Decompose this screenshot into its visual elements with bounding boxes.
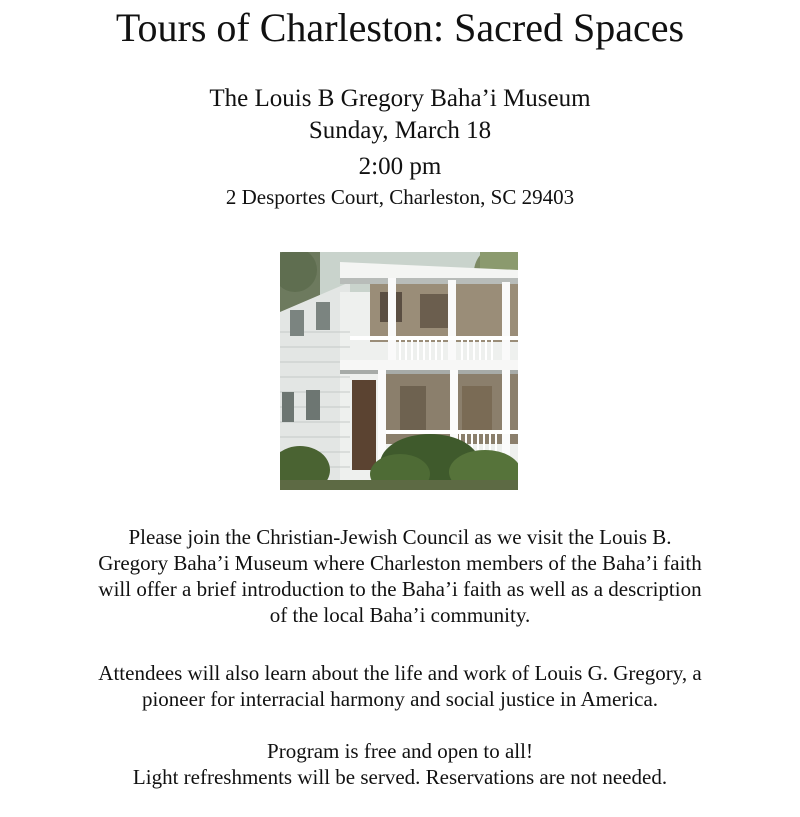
paragraph-line: Gregory Baha’i Museum where Charleston members of the Baha’i faith: [98, 551, 702, 575]
paragraph-line: Attendees will also learn about the life and work of Louis G. Gregory, a: [98, 661, 702, 685]
paragraph-line: Program is free and open to all!: [267, 739, 533, 763]
event-address: 2 Desportes Court, Charleston, SC 29403: [225, 185, 575, 209]
paragraph-line: Light refreshments will be served. Reservations are not needed.: [132, 765, 668, 789]
gregory-paragraph: [20, 660, 780, 712]
paragraph-line: Please join the Christian-Jewish Council as we visit the Louis B.: [128, 525, 672, 549]
event-date: Sunday, March 18: [308, 117, 492, 144]
paragraph-line: pioneer for interracial harmony and social justice in America.: [141, 687, 659, 711]
intro-paragraph: [20, 524, 780, 628]
paragraph-line: of the local Baha’i community.: [269, 603, 531, 627]
event-time: 2:00 pm: [358, 153, 442, 180]
paragraph-line: will offer a brief introduction to the Baha’i faith as well as a description: [98, 577, 702, 601]
event-venue: The Louis B Gregory Baha’i Museum: [209, 85, 591, 112]
program-info-paragraph: [20, 738, 780, 790]
flyer-title: Tours of Charleston: Sacred Spaces: [115, 5, 685, 50]
museum-house-photo: [280, 252, 518, 490]
